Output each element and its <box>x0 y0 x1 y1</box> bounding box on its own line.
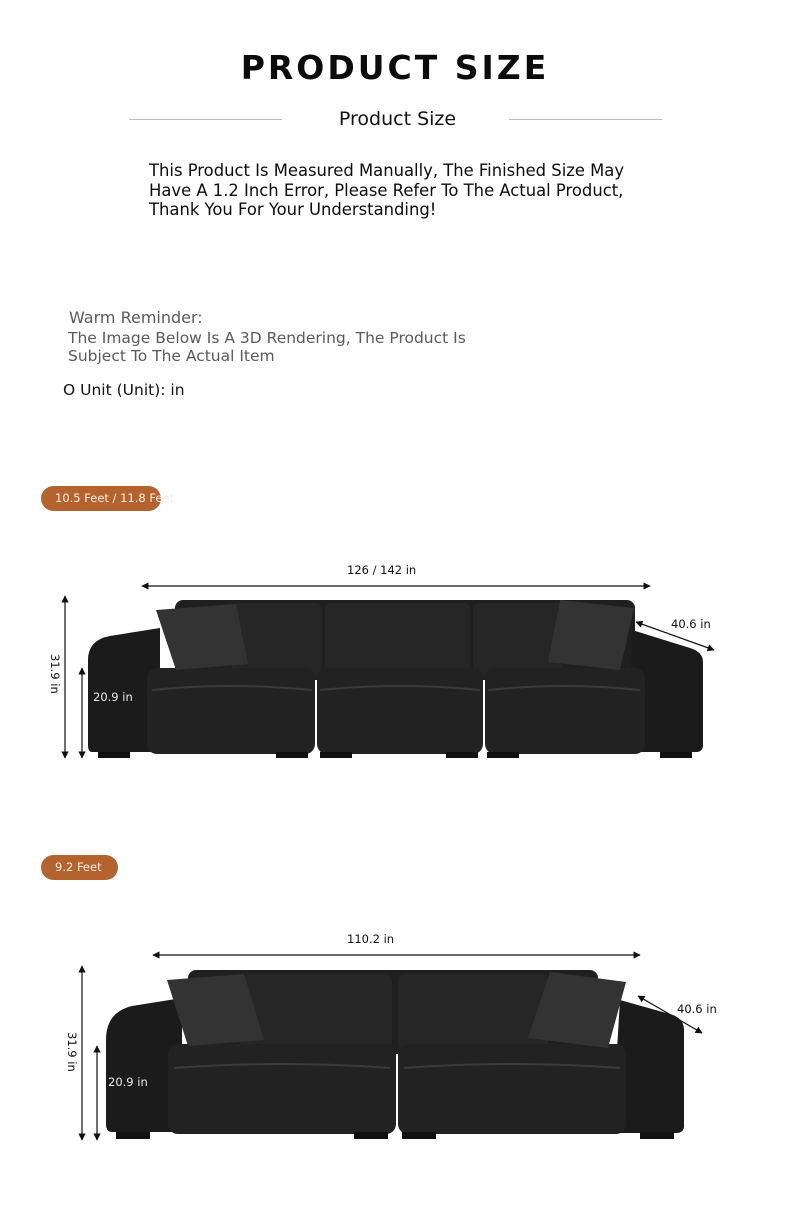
reminder-line: The Image Below Is A 3D Rendering, The Product Is <box>68 329 466 347</box>
sofa-2-seater <box>106 970 684 1139</box>
reminder-line: Subject To The Actual Item <box>68 347 275 365</box>
section-subtitle: Product Size <box>338 108 457 130</box>
width-label: 110.2 in <box>347 932 395 946</box>
unit-label: O Unit (Unit): in <box>63 381 185 399</box>
height-label: 31.9 in <box>48 654 62 694</box>
height-label: 31.9 in <box>65 1032 79 1072</box>
notice-line: This Product Is Measured Manually, The Finished Size May <box>149 161 625 180</box>
notice-line: Have A 1.2 Inch Error, Please Refer To The Actual Product, <box>149 180 624 200</box>
seat-height-label: 20.9 in <box>108 1075 148 1089</box>
seat-height-label: 20.9 in <box>93 690 133 704</box>
width-label: 126 / 142 in <box>347 563 417 577</box>
page-title: PRODUCT SIZE <box>240 48 550 87</box>
size-badge: 10.5 Feet / 11.8 Feet <box>41 486 161 511</box>
size-badge: 9.2 Feet <box>41 855 118 880</box>
depth-label: 40.6 in <box>671 617 711 631</box>
notice-line: Thank You For Your Understanding! <box>149 200 437 219</box>
sofa-3-seater <box>88 600 703 758</box>
reminder-heading: Warm Reminder: <box>69 308 203 327</box>
depth-label: 40.6 in <box>677 1002 717 1016</box>
